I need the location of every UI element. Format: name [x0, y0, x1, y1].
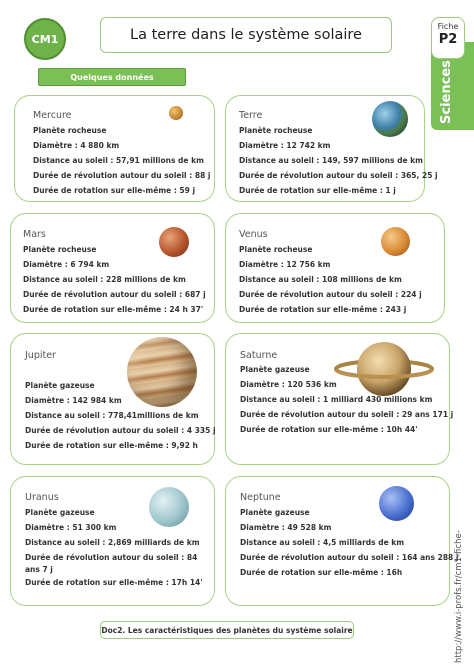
planet-distance: Distance au soleil : 4,5 milliards de km — [240, 538, 405, 547]
planet-rotation: Durée de rotation sur elle-même : 1 j — [239, 186, 396, 195]
planet-rotation: Durée de rotation sur elle-même : 24 h 37' — [23, 305, 204, 314]
planet-revolution: Durée de révolution autour du soleil : 687 j — [23, 290, 206, 299]
planet-diameter: Diamètre : 120 536 km — [240, 380, 337, 389]
planet-diameter: Diamètre : 4 880 km — [33, 141, 120, 150]
planet-rotation: Durée de rotation sur elle-même : 9,92 h — [25, 441, 198, 450]
neptune-image — [379, 486, 414, 521]
planet-name: Neptune — [240, 492, 281, 503]
planet-rotation: Durée de rotation sur elle-même : 243 j — [239, 305, 407, 314]
fiche-tag — [431, 17, 465, 59]
planet-card-mars — [10, 213, 215, 323]
planet-type: Planète rocheuse — [239, 126, 313, 135]
planet-rotation: Durée de rotation sur elle-même : 17h 14' — [25, 578, 203, 587]
earth-image — [372, 101, 408, 137]
planet-type: Planète gazeuse — [240, 508, 310, 517]
planet-name: Saturne — [240, 350, 278, 361]
uranus-image — [149, 487, 189, 527]
planet-distance: Distance au soleil : 149, 597 millions de km — [239, 156, 423, 165]
planet-card-saturne — [225, 333, 454, 465]
section-label: Quelques données — [38, 68, 186, 86]
planet-card-jupiter — [10, 333, 215, 465]
planet-type: Planète gazeuse — [240, 365, 310, 374]
planet-type: Planète gazeuse — [25, 381, 95, 390]
planet-revolution: Durée de révolution autour du soleil : 4 335 j — [25, 426, 216, 435]
planet-diameter: Diamètre : 12 742 km — [239, 141, 331, 150]
planet-card-terre — [225, 95, 438, 202]
source-url[interactable] — [452, 530, 472, 665]
planet-diameter: Diamètre : 142 984 km — [25, 396, 122, 405]
planet-diameter: Diamètre : 12 756 km — [239, 260, 331, 269]
planet-diameter: Diamètre : 49 528 km — [240, 523, 332, 532]
document-caption: Doc2. Les caractéristiques des planètes du système solaire — [100, 621, 354, 639]
jupiter-image — [127, 337, 197, 407]
planet-distance: Distance au soleil : 108 millions de km — [239, 275, 402, 284]
mercury-image — [169, 106, 183, 120]
planet-card-venus — [225, 213, 445, 323]
planet-distance: Distance au soleil : 2,869 milliards de km — [25, 538, 200, 547]
planet-diameter: Diamètre : 51 300 km — [25, 523, 117, 532]
planet-name: Venus — [239, 229, 268, 240]
page-title: La terre dans le système solaire — [100, 17, 392, 53]
planet-rotation: Durée de rotation sur elle-même : 10h 44' — [240, 425, 418, 434]
planet-name: Mars — [23, 229, 46, 240]
fiche-code: P2 — [438, 32, 458, 47]
planet-name: Mercure — [33, 110, 72, 121]
planet-distance: Distance au soleil : 778,41millions de km — [25, 411, 199, 420]
fiche-label: Fiche — [437, 22, 459, 31]
planet-name: Jupiter — [25, 350, 56, 361]
planet-type: Planète rocheuse — [33, 126, 107, 135]
planet-rotation: Durée de rotation sur elle-même : 59 j — [33, 186, 196, 195]
planet-type: Planète rocheuse — [23, 245, 97, 254]
planet-distance: Distance au soleil : 57,91 millions de km — [33, 156, 204, 165]
planet-revolution: Durée de révolution autour du soleil : 365, 25 j — [239, 171, 438, 180]
planet-distance: Distance au soleil : 228 millions de km — [23, 275, 186, 284]
planet-rotation: Durée de rotation sur elle-même : 16h — [240, 568, 403, 577]
planet-name: Terre — [239, 110, 263, 121]
source-url-text[interactable]: http://www.i-profs.fr/cm1-fiche- — [454, 530, 464, 663]
planet-type: Planète rocheuse — [239, 245, 313, 254]
level-badge: CM1 — [24, 18, 66, 60]
planet-card-uranus — [10, 476, 215, 606]
planet-revolution: Durée de révolution autour du soleil : 88 j — [33, 171, 211, 180]
planet-revolution: Durée de révolution autour du soleil : 164 ans 288 j — [240, 553, 459, 562]
planet-revolution: Durée de révolution autour du soleil : 84 ans 7 j — [25, 553, 198, 574]
planet-diameter: Diamètre : 6 794 km — [23, 260, 110, 269]
planet-name: Uranus — [25, 492, 59, 503]
saturn-image — [334, 337, 434, 401]
planet-card-neptune — [225, 476, 459, 606]
planet-revolution: Durée de révolution autour du soleil : 29 ans 171 j — [240, 410, 454, 419]
venus-image — [381, 227, 410, 256]
planet-type: Planète gazeuse — [25, 508, 95, 517]
planet-distance: Distance au soleil : 1 milliard 430 millions km — [240, 395, 433, 404]
planet-card-mercure — [14, 95, 215, 202]
planet-revolution: Durée de révolution autour du soleil : 224 j — [239, 290, 422, 299]
subject-tab-label: Sciences — [439, 60, 454, 124]
mars-image — [159, 227, 189, 257]
